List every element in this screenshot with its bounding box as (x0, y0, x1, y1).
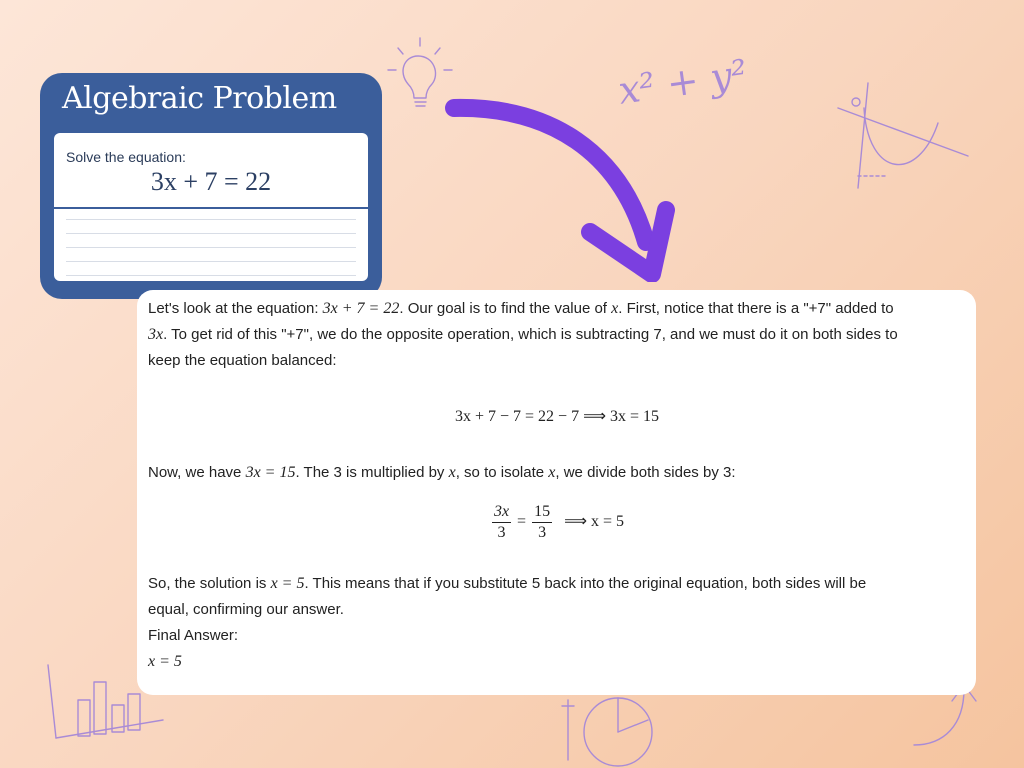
final-answer-value: x = 5 (148, 653, 182, 670)
text: . To get rid of this "+7", we do the opposite operation, which is subtracting 7, and we must do it on both sides to (163, 326, 898, 343)
math-display: 3x + 7 − 7 = 22 − 7 ⟹ 3x = 15 (454, 408, 660, 425)
divider (54, 207, 368, 209)
numerator: 15 (532, 502, 552, 523)
curved-arrow-icon (440, 92, 680, 282)
answer-line (66, 275, 356, 276)
parabola-graph-icon (828, 78, 978, 198)
equals-sign: = (517, 513, 527, 531)
text: . First, notice that there is a "+7" added to (618, 300, 894, 317)
solution-paragraph-1 (148, 296, 966, 374)
text: Now, we have (148, 464, 246, 481)
math-inline: x (548, 464, 556, 481)
denominator: 3 (538, 524, 547, 541)
math-inline: x (448, 464, 456, 481)
fraction (492, 502, 511, 543)
numerator: 3x (492, 502, 511, 523)
answer-line (66, 247, 356, 248)
math-inline: 3x = 15 (245, 464, 296, 481)
denominator: 3 (497, 524, 506, 541)
display-equation-2 (148, 502, 966, 543)
final-answer-label: Final Answer: (148, 627, 239, 644)
text: . This means that if you substitute 5 back into the original equation, both sides will be (304, 575, 867, 592)
text: Let's look at the equation: (148, 300, 323, 317)
answer-line (66, 219, 356, 220)
solution-card (137, 290, 976, 695)
solution-paragraph-2 (148, 460, 966, 486)
problem-card (40, 73, 382, 299)
math-inline: 3x (148, 326, 164, 343)
text: So, the solution is (148, 575, 271, 592)
text: keep the equation balanced: (148, 352, 337, 369)
fraction (532, 502, 552, 543)
problem-title: Algebraic Problem (62, 81, 337, 116)
math-display: ⟹ x = 5 (564, 513, 625, 531)
math-inline: x = 5 (270, 575, 305, 592)
text: , so to isolate (455, 464, 549, 481)
formula-doodle: x² + y² (615, 51, 750, 113)
math-inline: 3x + 7 = 22 (322, 300, 400, 317)
math-inline: x (611, 300, 619, 317)
text: , we divide both sides by 3: (555, 464, 736, 481)
solution-paragraph-3 (148, 571, 966, 675)
problem-equation: 3x + 7 = 22 (150, 167, 272, 196)
problem-panel (54, 133, 368, 281)
display-equation-1 (148, 404, 966, 430)
text: . Our goal is to find the value of (399, 300, 612, 317)
problem-label: Solve the equation: (66, 149, 186, 165)
text: equal, confirming our answer. (148, 601, 344, 618)
answer-line (66, 233, 356, 234)
text: . The 3 is multiplied by (295, 464, 449, 481)
answer-line (66, 261, 356, 262)
pie-chart-icon (548, 690, 658, 768)
